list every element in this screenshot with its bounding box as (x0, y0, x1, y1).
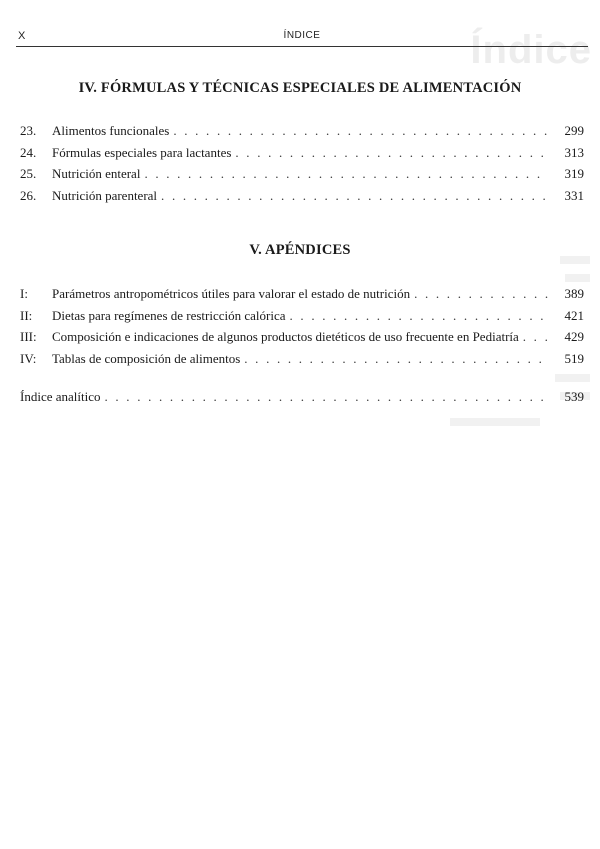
dot-leader (244, 348, 548, 370)
entry-title: Parámetros antropométricos útiles para valorar el estado de nutrición (52, 286, 411, 301)
bleed-through-line (450, 418, 540, 426)
entry-number: III: (20, 329, 37, 344)
entry-number: 24. (20, 144, 37, 160)
entry-page: 319 (564, 166, 584, 181)
entry-title: Alimentos funcionales (52, 123, 170, 138)
bleed-through-line (565, 274, 590, 282)
dot-leader (290, 305, 548, 327)
entry-page: 299 (564, 123, 584, 138)
entry-number: 23. (20, 123, 37, 138)
entry-title: Nutrición enteral (52, 166, 141, 181)
section-v-entries (20, 283, 584, 369)
entry-number: I: (20, 286, 28, 301)
page-number: X (18, 30, 26, 42)
entry-number: 25. (20, 166, 37, 181)
toc-entry[interactable] (20, 326, 584, 348)
running-header (16, 28, 588, 47)
dot-leader (161, 185, 548, 207)
bleed-through-line (555, 374, 590, 382)
entry-title: Índice analítico (20, 389, 101, 404)
toc-entry[interactable] (20, 283, 584, 305)
dot-leader (144, 163, 548, 185)
entry-page: 519 (564, 350, 584, 366)
bleed-through-title: Índice (470, 28, 592, 72)
entry-page: 539 (564, 389, 584, 404)
analytic-index-entry (20, 386, 584, 408)
toc-entry[interactable] (20, 305, 584, 327)
entry-page: 389 (564, 286, 584, 301)
toc-entry[interactable] (20, 163, 584, 185)
entry-title: Dietas para regímenes de restricción calórica (52, 307, 286, 323)
toc-entry[interactable] (20, 386, 584, 408)
entry-page: 331 (564, 187, 584, 203)
entry-page: 429 (564, 329, 584, 344)
entry-number: 26. (20, 187, 37, 203)
dot-leader (523, 326, 548, 348)
entry-number: IV: (20, 350, 37, 366)
entry-title: Composición e indicaciones de algunos productos dietéticos de uso frecuente en Pediatría (52, 329, 519, 344)
entry-number: II: (20, 307, 33, 323)
dot-leader (235, 142, 548, 164)
entry-title: Fórmulas especiales para lactantes (52, 144, 232, 160)
toc-entry[interactable] (20, 142, 584, 164)
dot-leader (173, 120, 548, 142)
section-iv-entries (20, 120, 584, 206)
entry-title: Nutrición parenteral (52, 187, 158, 203)
toc-entry[interactable] (20, 348, 584, 370)
entry-page: 313 (564, 144, 584, 160)
dot-leader (105, 386, 549, 408)
running-title: ÍNDICE (283, 30, 321, 41)
entry-title: Tablas de composición de alimentos (52, 350, 241, 366)
entry-page: 421 (564, 307, 584, 323)
toc-entry[interactable] (20, 185, 584, 207)
toc-entry[interactable] (20, 120, 584, 142)
section-v-title: V. APÉNDICES (249, 242, 351, 258)
dot-leader (414, 283, 548, 305)
section-iv-title: IV. FÓRMULAS Y TÉCNICAS ESPECIALES DE ALIMENTACIÓN (78, 80, 522, 96)
